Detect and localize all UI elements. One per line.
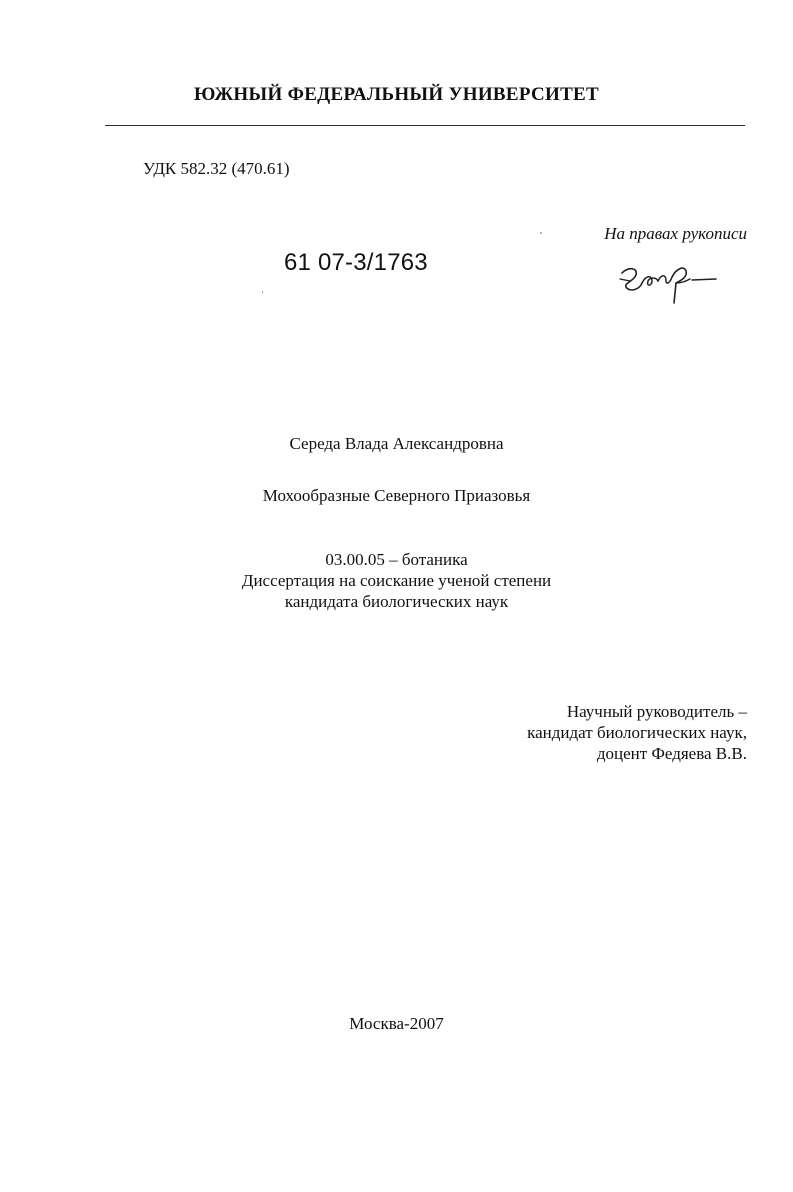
specialty-code: 03.00.05 – ботаника xyxy=(325,550,468,569)
author-name: Середа Влада Александровна xyxy=(289,434,504,453)
scientific-advisor xyxy=(527,701,747,764)
degree-info xyxy=(0,549,793,612)
catalog-number-stamp: 61 07-3/1763 xyxy=(284,249,428,276)
city-and-year: Москва-2007 xyxy=(349,1014,444,1033)
university-heading: ЮЖНЫЙ ФЕДЕРАЛЬНЫЙ УНИВЕРСИТЕТ xyxy=(193,84,600,105)
degree-line-2: кандидата биологических наук xyxy=(284,592,509,611)
dissertation-title: Мохообразные Северного Приазовья xyxy=(262,486,531,505)
manuscript-rights-note: На правах рукописи xyxy=(604,224,747,243)
udk-code: УДК 582.32 (470.61) xyxy=(143,159,290,178)
handwritten-signature xyxy=(612,253,722,311)
advisor-role: Научный руководитель – xyxy=(566,702,747,721)
advisor-name: доцент Федяева В.В. xyxy=(596,744,747,763)
header-divider xyxy=(105,125,745,126)
scan-speck xyxy=(262,291,263,294)
degree-line-1: Диссертация на соискание ученой степени xyxy=(241,571,552,590)
advisor-degree: кандидат биологических наук, xyxy=(527,723,747,742)
scan-speck xyxy=(540,232,542,234)
